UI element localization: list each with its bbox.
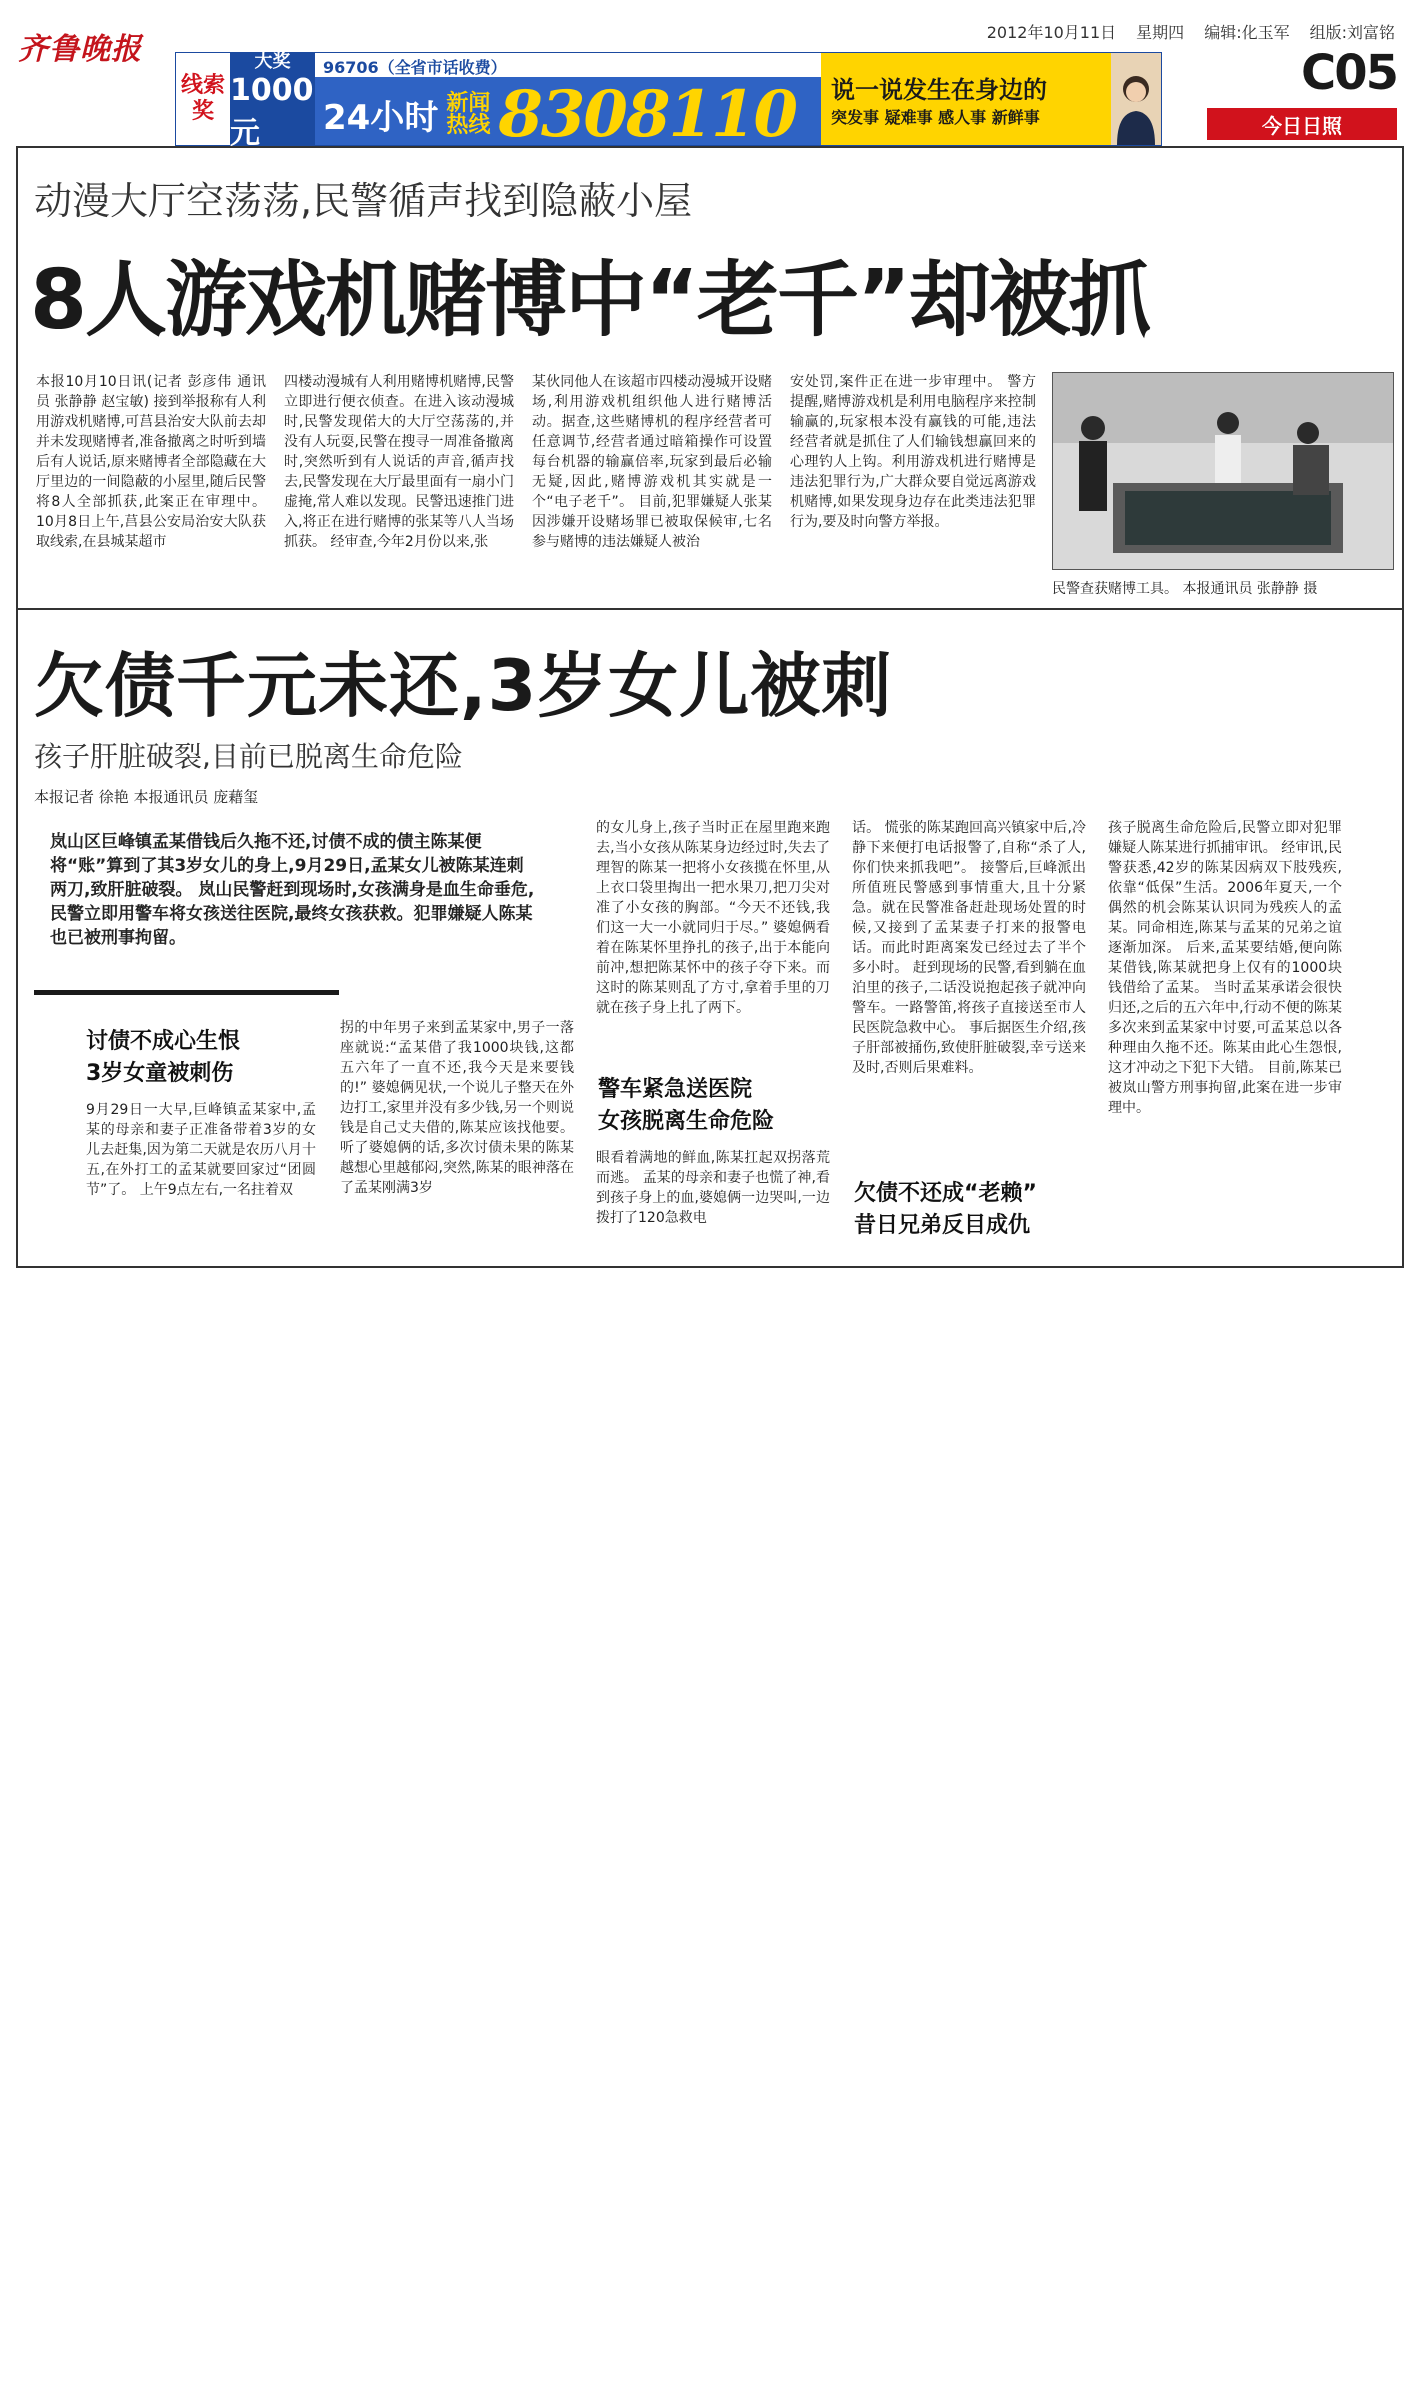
story2-lead: 岚山区巨峰镇孟某借钱后久拖不还,讨债不成的债主陈某便将“账”算到了其3岁女儿的身上,9月29日,孟某女儿被陈某连刺两刀,致肝脏破裂。 岚山民警赶到现场时,女孩满身是血生命垂危,民警立即用警车将女孩送往医院,最终女孩获救。犯罪嫌疑人陈某也已被刑事拘留。	[50, 832, 535, 948]
page-meta	[987, 20, 1395, 43]
section-tag: 今日日照	[1207, 108, 1397, 140]
story1-column-3: 某伙同他人在该超市四楼动漫城开设赌场,利用游戏机组织他人进行赌博活动。据查,这些赌博机的程序经营者可任意调节,经营者通过暗箱操作可设置每台机器的输赢倍率,玩家到最后必输无疑,因此,赌博游戏机其实就是一个“电子老千”。 目前,犯罪嫌疑人张某因涉嫌开设赌场罪已被取保候审,七名参与赌博的违法嫌疑人被治	[532, 374, 772, 550]
hotline-categories: 突发事 疑难事 感人事 新鲜事	[831, 108, 1040, 127]
photo-caption: 民警查获赌博工具。 本报通讯员 张静静 摄	[1052, 581, 1318, 597]
story2-headline: 欠债千元未还,3岁女儿被刺	[34, 645, 893, 727]
story2-subhead-b2: 女孩脱离生命危险	[598, 1109, 775, 1134]
story2-subhead-b1: 警车紧急送医院	[598, 1077, 753, 1102]
story2-subhead-a1: 讨债不成心生恨	[86, 1029, 241, 1054]
hotline-prize-small: 大奖	[254, 50, 291, 72]
hotline-main	[315, 53, 821, 152]
story1-column-1: 本报10月10日讯(记者 彭彦伟 通讯员 张静静 赵宝敏) 接到举报称有人利用游戏机赌博,可莒县治安大队前去却并未发现赌博者,准备撤离之时听到墙后有人说话,原来赌博者全部隐藏在大厅里边的一间隐蔽的小屋里,随后民警将8人全部抓获,此案正在审理中。 10月8日上午,莒县公安局治安大队获取线索,在县城某超市	[36, 374, 266, 550]
story-divider	[16, 608, 1404, 610]
hotline-news-label	[446, 90, 491, 138]
story2-column-1: 9月29日一大早,巨峰镇孟某家中,孟某的母亲和妻子正准备带着3岁的女儿去赶集,因为第二天就是农历八月十五,在外打工的孟某就要回家过“团圆节”了。 上午9点左右,一名拄着双	[86, 1102, 316, 1198]
news-hotline-banner	[175, 50, 1162, 152]
issue-date: 2012年10月11日	[986, 23, 1117, 42]
story1-column-4: 安处罚,案件正在进一步审理中。 警方提醒,赌博游戏机是利用电脑程序来控制输赢的,玩家根本没有赢钱的可能,违法经营者就是抓住了人们输钱想赢回来的心理钓人上钩。利用游戏机进行赌博是违法犯罪行为,广大群众要自觉远离游戏机赌博,如果发现身边存在此类违法犯罪行为,要及时向警方举报。	[790, 374, 1036, 530]
story2-column-3: 的女儿身上,孩子当时正在屋里跑来跑去,当小女孩从陈某身边经过时,失去了理智的陈某一把将小女孩揽在怀里,从上衣口袋里掏出一把水果刀,把刀尖对准了小女孩的胸部。“今天不还钱,我们这一大一小就同归于尽。” 婆媳俩看着在陈某怀里挣扎的孩子,出于本能向前冲,想把陈某怀中的孩子夺下来。而这时的陈某则乱了方寸,拿着手里的刀就在孩子身上扎了两下。	[596, 820, 830, 1016]
story2-subhead-a2: 3岁女童被刺伤	[86, 1061, 234, 1086]
editor-credit: 编辑:化玉军	[1204, 23, 1290, 42]
story2-column-2: 拐的中年男子来到孟某家中,男子一落座就说:“孟某借了我1000块钱,这都五六年了一直不还,我今天是来要钱的!” 婆媳俩见状,一个说儿子整天在外边打工,家里并没有多少钱,另一个则说钱是自己丈夫借的,陈某应该找他要。 听了婆媳俩的话,多次讨债未果的陈某越想心里越郁闷,突然,陈某的眼神落在了孟某刚满3岁	[340, 1020, 574, 1196]
issue-weekday: 星期四	[1136, 23, 1185, 42]
story2-column-4: 话。 慌张的陈某跑回高兴镇家中后,冷静下来便打电话报警了,自称“杀了人,你们快来抓我吧”。 接警后,巨峰派出所值班民警感到事情重大,且十分紧急。就在民警准备赶赴现场处置的时候,又接到了孟某妻子打来的报警电话。而此时距离案发已经过去了半个多小时。 赶到现场的民警,看到躺在血泊里的孩子,二话没说抱起孩子就冲向警车。一路警笛,将孩子直接送至市人民医院急救中心。 事后据医生介绍,孩子肝部被捅伤,致使肝脏破裂,幸亏送来及时,否则后果难料。	[852, 820, 1086, 1076]
hotline-slogan: 说一说发生在身边的	[831, 76, 1047, 104]
hotline-slogan-box	[821, 53, 1111, 145]
operator-silhouette-icon	[1113, 65, 1159, 145]
hotline-clue-label: 线索奖	[176, 53, 230, 145]
layout-credit: 组版:刘富铭	[1309, 23, 1395, 42]
hotline-row	[315, 77, 821, 152]
story2-column-3b: 眼看着满地的鲜血,陈某扛起双拐落荒而逃。 孟某的母亲和妻子也慌了神,看到孩子身上的血,婆媳俩一边哭叫,一边拨打了120急救电	[596, 1150, 830, 1226]
story2-subhead-c1: 欠债不还成“老赖”	[854, 1181, 1037, 1206]
story2-byline: 本报记者 徐艳 本报通讯员 庞藉玺	[34, 788, 259, 806]
page-number: C05	[1300, 45, 1397, 101]
hotline-prize-amount: 1000元	[230, 72, 314, 151]
hotline-code: 96706（全省市话收费）	[315, 53, 821, 77]
story1-column-2: 四楼动漫城有人利用赌博机赌博,民警立即进行便衣侦查。在进入该动漫城时,民警发现偌大的大厅空荡荡的,并没有人玩耍,民警在搜寻一周准备撤离时,突然听到有人说话的声音,循声找去,民警发现在大厅最里面有一扇小门虚掩,常人难以发现。民警迅速推门进入,将正在进行赌博的张某等八人当场抓获。 经审查,今年2月份以来,张	[284, 374, 514, 550]
hotline-operator-image	[1111, 53, 1161, 145]
story2-rule	[34, 990, 339, 995]
story2-subtitle: 孩子肝脏破裂,目前已脱离生命危险	[34, 740, 463, 773]
story2-column-5: 孩子脱离生命危险后,民警立即对犯罪嫌疑人陈某进行抓捕审讯。 经审讯,民警获悉,42岁的陈某因病双下肢残疾,依靠“低保”生活。2006年夏天,一个偶然的机会陈某认识同为残疾人的孟某。同命相连,陈某与孟某的兄弟之谊逐渐加深。 后来,孟某要结婚,便向陈某借钱,陈某就把身上仅有的1000块钱借给了孟某。 当时孟某承诺会很快归还,之后的五六年中,行动不便的陈某多次来到孟某家中讨要,可孟某总以各种理由久拖不还。陈某由此心生怨恨,这才冲动之下犯下大错。 目前,陈某已被岚山警方刑事拘留,此案在进一步审理中。	[1108, 820, 1342, 1116]
hotline-news-line2: 热线	[446, 112, 491, 138]
gambling-machine-photo	[1052, 372, 1394, 570]
photo-illustration	[1053, 373, 1393, 569]
hotline-hours: 24小时	[323, 98, 439, 138]
hotline-news-line1: 新闻	[446, 90, 491, 116]
story2-subhead-c2: 昔日兄弟反目成仇	[854, 1213, 1031, 1238]
story1-kicker: 动漫大厅空荡荡,民警循声找到隐蔽小屋	[34, 179, 693, 223]
hotline-prize	[230, 50, 315, 151]
story1-headline: 8人游戏机赌博中“老千”却被抓	[30, 253, 1149, 348]
hotline-number: 8308110	[498, 77, 797, 152]
newspaper-logo: 齐鲁晚报	[18, 32, 142, 67]
